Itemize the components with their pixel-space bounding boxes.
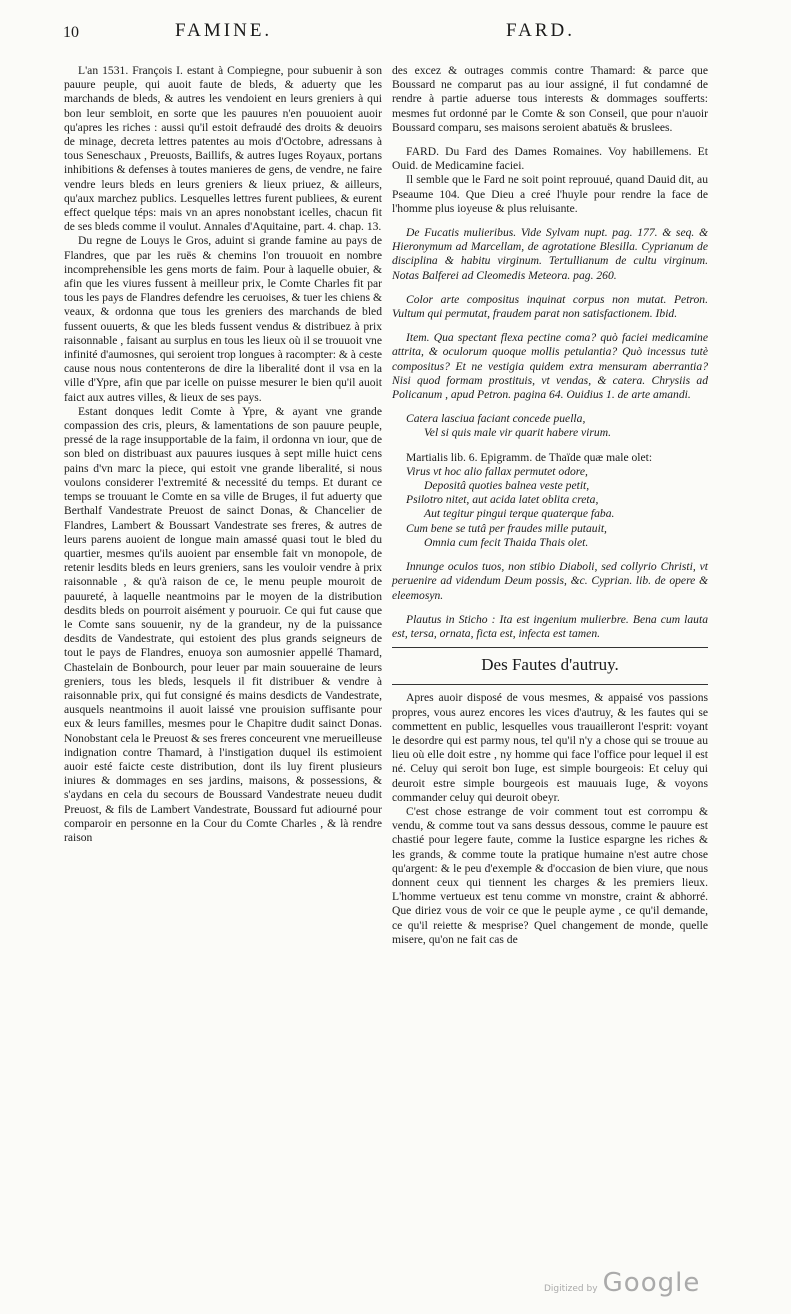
fautes-paragraph-2: C'est chose estrange de voir comment tout est corrompu & vendu, & comme tout va sans dessus dessous, comme le pauure est chastié pour legere faute, comme la Iustice espargne les riches & les grands, & comme toute la pratique humaine n'est autre chose qu'argent: & le peu d'exemple & d'occasion de bien viure, que nous donnent ceux qui tiennent les charges & les premiers lieux. L'homme vertueux est tenu comme vn monstre, craint & abhorré. Que diriez vous de voir ce que le peuple ayme , ce qu'il demande, ce qu'il reiette & mesprise? Quel changement de monde, quelle misere, qu'on ne fait cas de (392, 804, 708, 946)
watermark-prefix: Digitized by (544, 1284, 598, 1294)
section-divider-bottom (392, 684, 708, 685)
right-column (392, 64, 708, 947)
digitized-by-google-watermark (544, 1268, 700, 1298)
paragraph-1531: L'an 1531. François I. estant à Compiegne, pour subuenir à son pauure peuple, qui auoit faute de bleds, & aduerty que les marchands de bleds, & autres les vendoient en leurs greniers à qui bon leur sembloit, en sorte que les pauures n'en pouuoient auoir qu'apres les riches : aussi qu'il estoit defraudé des droits & deuoirs de minage, decreta lettres patentes au mois d'Octobre, adressans à tous Seneschaux , Preuosts, Baillifs, & autres Iuges Royaux, portans inhibitions & defenses à toutes manieres de gens, de vendre, ne faire vendre leurs bleds en leurs greniers & lieux priuez, & ailleurs, qu'aux marchez publics. Lesquelles lettres furent publiees, & eurent effect quelque téps: mais vn an apres nonobstant icelles, chacun fit de ses bleds comme il voulut. Annales d'Aquitaine, part. 4. chap. 13. (64, 64, 382, 234)
latin-reference-2: Color arte compositus inquinat corpus non mutat. Petron. Vultum qui permutat, fraudem parat non satisfactionem. Ibid. (392, 292, 708, 321)
section-divider (392, 647, 708, 648)
couplet-line-1: Catera lasciua faciant concede puella, (406, 412, 586, 426)
martial-intro: Martialis lib. 6. Epigramm. de Thaïde quæ male olet: (406, 450, 653, 464)
paragraph-continuation: des excez & outrages commis contre Thamard: & parce que Boussard ne comparut pas au iour assigné, il fut condamné de rendre à partie aduerse tous interests & dommages soufferts: mesmes fut ordonné par le Comte & son Conseil, que pour n'auoir Boussard comparu, ses maisons seroient abatuës & bruslees. (392, 64, 708, 134)
martial-verse-3: Psilotro nitet, aut acida latet oblita creta, (406, 493, 599, 507)
couplet-line-2: Vel si quis male vir quarit habere virum. (424, 426, 611, 440)
martial-verse-6: Omnia cum fecit Thaida Thais olet. (424, 535, 589, 549)
left-running-head: FAMINE. (175, 20, 273, 41)
fard-entry-text: Il semble que le Fard ne soit point reprouué, quand Dauid dit, au Pseaume 104. Que Dieu a creé l'huyle pour rendre la face de l'homme plus ioyeuse & plus reluisante. (392, 173, 708, 215)
right-running-head: FARD. (506, 20, 576, 41)
martial-verse-1: Virus vt hoc alio fallax permutet odore, (406, 464, 588, 478)
section-title: Des Fautes d'autruy. (481, 655, 619, 675)
martial-verse-2: Depositâ quoties balnea veste petit, (424, 479, 590, 493)
paragraph-louys-le-gros: Du regne de Louys le Gros, aduint si grande famine au pays de Flandres, que par les ruës & chemins l'on trouuoit en nombre incomprehensible les gens morts de faim. Pour à laquelle obuier, & afin que les viures fussent à meilleur prix, le Comte Charles fit par tous les pays de Flandres defendre les ceruoises, & tuer les chiens & veaux, & ordonna que tous les greniers des marchands de bled fussent ouuerts, & que les bleds fussent vendus & distribuez à prix raisonnable , faisant au surplus en tous les lieux où il se trouuoit vne infinité d'aumosnes, qui seroient trop longues à racompter: & à ceste cause nous nous contenterons de dire la liberalité dont il vsa en la ville d'Ypre, afin que par icelle on puisse mesurer le bien qu'il auoit faict aux autres villes, & lieux de ses pays. (64, 234, 382, 404)
paragraph-ypre: Estant donques ledit Comte à Ypre, & ayant vne grande compassion des cris, pleurs, & lamentations de son pauure peuple, pressé de la rage insupportable de la faim, il ordonna vn iour, que de son bled on distribuast aux pauures iusques à sept mille huict cens pains d'vn marc la piece, qui estoit vne grande liberalité, si nous voulons considerer l'extremité & necessité du temps. Et durant ce temps se trouuant le Comte en sa ville de Bruges, il fut aduerty que Berthalf Vandestrate Preuost de sainct Donas, & Chancelier de Flandres, Lambert & Boussart Vandestrate ses freres, & autres de leurs parens auoient de longue main amassé quasi tout le bled du quartier, mesmes qu'ils auoient par ensemble fait vn monopole, de retenir lesdits bleds en leurs greniers, sans les vouloir vendre à prix raisonnable , & qu'à raison de ce, le menu peuple mouroit de pauureté, à laquelle neantmoins par le moyen de la distribution desdits bleds on pourroit aisément y pouruoir. Ce qui fut cause que le Comte sans souuenir, ny de la grandeur, ny de la puissance desdits de Vandestrate, qui estoient des plus grands seigneurs de tout le pays de Flandres, enuoya son aumosnier appellé Thamard, Chastelain de Bonbourch, pour leuer par main souueraine de leurs greniers, tous les bleds, lesquels il fit distribuer & vendre à raisonnable prix, qui fut consigné és mains desdicts de Vandestrate, ausquels neantmoins il auoit laissé vne prouision suffisante pour eux & leurs familles, mesmes pour le Chapitre dudit sainct Donas. Nonobstant cela le Preuost & ses freres conceurent vne merueilleuse indignation contre Thamard, à l'instigation duquel ils estimoient auoir esté faicte ceste distribution, dont ils luy firent plusieurs iniures & dommages en ses jardins, maisons, & possessions, & s'aydans en cela du secours de Boussard Vandestrate neueu dudit Preuost, & fils de Lambert Vandestrate, Boussard fut adiourné pour comparoir en personne en la Cour du Comte Charles , & là rendre raison (64, 404, 382, 844)
martial-verse-5: Cum bene se tutâ per fraudes mille putauit, (406, 521, 607, 535)
cyprian-quote: Innunge oculos tuos, non stibio Diaboli, sed collyrio Christi, vt peruenire ad videndum Deum possis, &c. Cyprian. lib. de opere & eleemosyn. (392, 560, 708, 602)
fard-entry-intro: FARD. Du Fard des Dames Romaines. Voy habillemens. Et Ouid. de Medicamine faciei. (392, 145, 708, 173)
martial-verse-4: Aut tegitur pingui terque quaterque faba. (424, 507, 615, 521)
latin-reference-3: Item. Qua spectant flexa pectine coma? quò faciei medicamine attrita, & oculorum quoque mollis petulantia? Quò incessus tutè compositus? Et ne vestigia quidem extra mensuram aberrantia? Nisi quod formam prostituis, vt vendas, & catera. Chrysiis ad Policanum , apud Petron. pagina 64. Ouidius 1. de arte amandi. (392, 331, 708, 402)
latin-reference-1: De Fucatis mulieribus. Vide Sylvam nupt. pag. 177. & seq. & Hieronymum ad Marcellam, de agrotatione Blesilla. Cyprianum de disciplina & habitu virginum. Tertullianum de cultu virginum. Notas Balferei ad Cleomedis Meteora. pag. 260. (392, 226, 708, 282)
plautus-quote: Plautus in Sticho : Ita est ingenium mulierbre. Bena cum lauta est, tersa, ornata, ficta est, infecta est tamen. (392, 612, 708, 640)
page-number: 10 (63, 24, 79, 41)
fautes-paragraph-1: Apres auoir disposé de vous mesmes, & appaisé vos passions propres, vous aurez encores les vices d'autruy, & les fautes qui se commettent en public, lesquelles vous trauailleront l'esprit: voyant le desordre qui est parmy nous, tel qu'il n'y a chose qui se trouue au lieu où elle doit estre , ny homme qui face l'office pour lequel il est né. Celuy qui seroit bon Iuge, est simple bourgeois: Et celuy qui deuroit estre simple bourgeois est mauuais Iuge, & voyons commander celuy qui deuroit obeyr. (392, 691, 708, 804)
left-column (64, 64, 382, 845)
google-logo: Google (602, 1268, 701, 1298)
